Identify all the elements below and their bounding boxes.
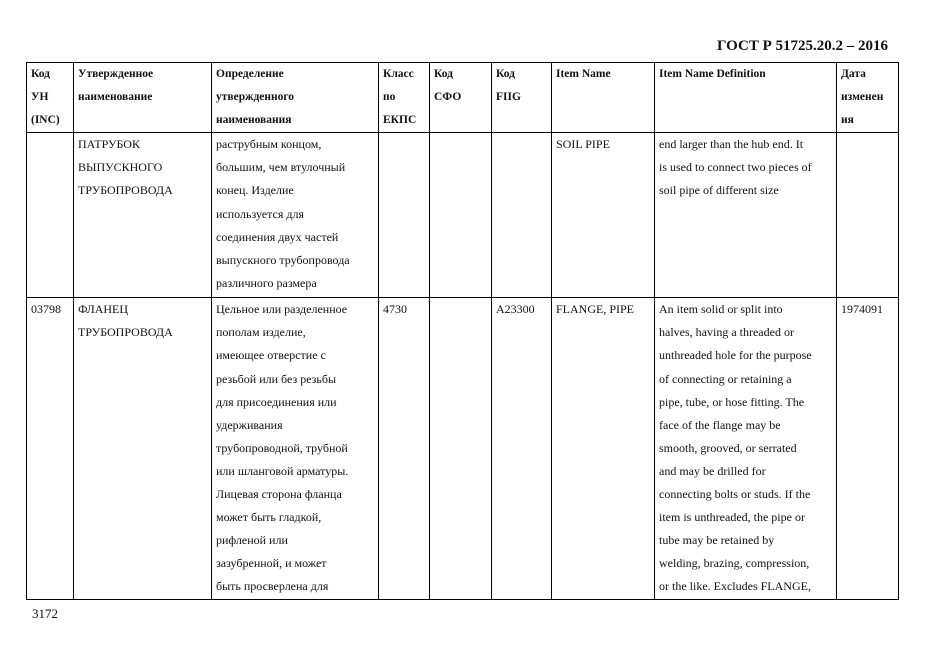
cell-sfo-code — [430, 298, 492, 599]
col-header-definition-ru: Определение утвержденного наименования — [212, 63, 379, 133]
classification-table — [26, 62, 899, 600]
cell-definition-en: end larger than the hub end. It is used to connect two pieces of soil pipe of different size — [655, 133, 837, 298]
col-header-approved-name: Утвержденное наименование — [74, 63, 212, 133]
table-row — [27, 298, 899, 599]
cell-inc: 03798 — [27, 298, 74, 599]
col-header-change-date: Дата изменен ия — [837, 63, 899, 133]
col-header-sfo-code: Код СФО — [430, 63, 492, 133]
cell-definition-en: An item solid or split into halves, having a threaded or unthreaded hole for the purpose of connecting or retaining a pipe, tube, or hose fitting. The face of the flange may be smooth, grooved, or serrated and may be drilled for connecting bolts or studs. If the item is unthreaded, the pipe or tube may be retained by welding, brazing, compression, or the like. Excludes FLANGE, — [655, 298, 837, 599]
table-row — [27, 133, 899, 298]
cell-fiig-code: A23300 — [492, 298, 552, 599]
cell-change-date: 1974091 — [837, 298, 899, 599]
table-header-row — [27, 63, 899, 133]
cell-sfo-code — [430, 133, 492, 298]
cell-definition-ru: Цельное или разделенное пополам изделие, имеющее отверстие с резьбой или без резьбы для присоединения или удерживания трубопроводной, трубной или шланговой арматуры. Лицевая сторона фланца может быть гладкой, рифленой или зазубренной, и может быть просверлена для — [212, 298, 379, 599]
cell-definition-ru: раструбным концом, большим, чем втулочный конец. Изделие используется для соединения двух частей выпускного трубопровода различного размера — [212, 133, 379, 298]
cell-item-name: FLANGE, PIPE — [552, 298, 655, 599]
standard-header: ГОСТ Р 51725.20.2 – 2016 — [716, 38, 888, 54]
col-header-fiig-code: Код FIIG — [492, 63, 552, 133]
col-header-inc: Код УН (INC) — [27, 63, 74, 133]
cell-inc — [27, 133, 74, 298]
cell-ekps-class: 4730 — [379, 298, 430, 599]
cell-item-name: SOIL PIPE — [552, 133, 655, 298]
cell-ekps-class — [379, 133, 430, 298]
col-header-item-name: Item Name — [552, 63, 655, 133]
cell-change-date — [837, 133, 899, 298]
page-number: 3172 — [32, 606, 58, 621]
cell-fiig-code — [492, 133, 552, 298]
cell-approved-name: ФЛАНЕЦ ТРУБОПРОВОДА — [74, 298, 212, 599]
col-header-ekps-class: Класс по ЕКПС — [379, 63, 430, 133]
cell-approved-name: ПАТРУБОК ВЫПУСКНОГО ТРУБОПРОВОДА — [74, 133, 212, 298]
col-header-item-name-definition: Item Name Definition — [655, 63, 837, 133]
